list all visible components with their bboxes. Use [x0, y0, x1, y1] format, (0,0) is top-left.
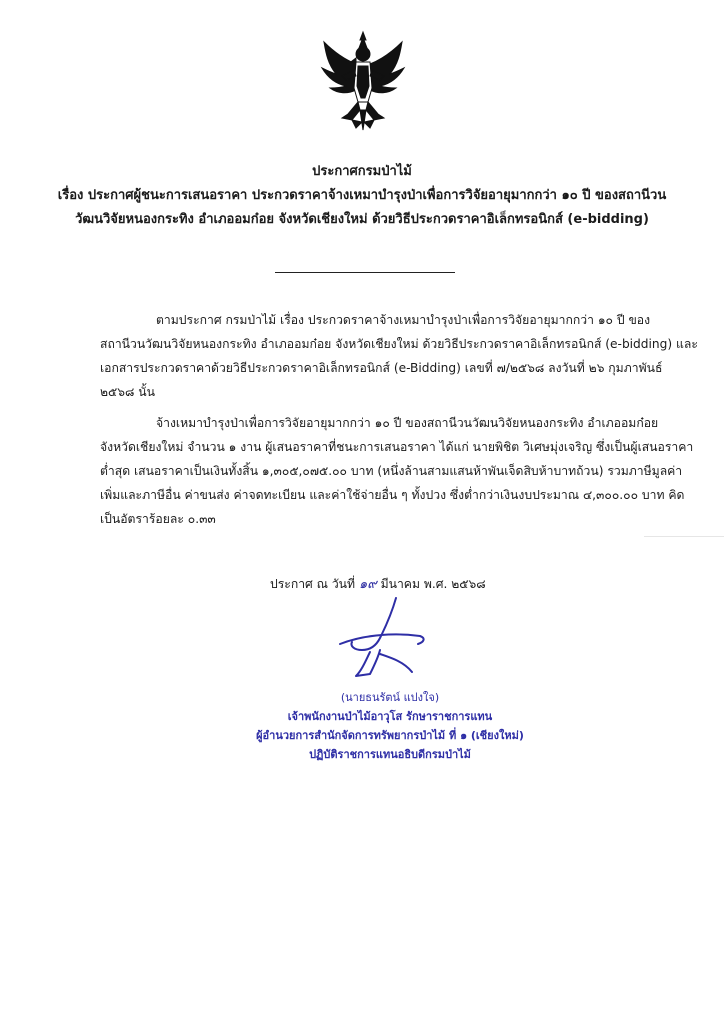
handwritten-day: ๑๙	[358, 577, 377, 592]
announcement-prefix: ประกาศ ณ วันที่	[270, 577, 356, 591]
paragraph-2-line-2: จังหวัดเชียงใหม่ จำนวน ๑ งาน ผู้เสนอราคาที่ชนะการเสนอราคา ได้แก่ นายพิชิต วิเศษมุ่งเจริญ ซึ่งเป็นผู้เสนอราคา	[100, 440, 694, 454]
subject-line-2: วัฒนวิจัยหนองกระทิง อำเภออมก๋อย จังหวัดเชียงใหม่ ด้วยวิธีประกวดราคาอิเล็กทรอนิกส์ (e-bidding)	[75, 212, 649, 227]
announcement-suffix: มีนาคม พ.ศ. ๒๕๖๘	[380, 577, 486, 591]
subject-line-1: เรื่อง ประกาศผู้ชนะการเสนอราคา ประกวดราคาจ้างเหมาบำรุงป่าเพื่อการวิจัยอายุมากกว่า ๑๐ ปี ของสถานีวน	[57, 188, 667, 203]
garuda-emblem-icon	[318, 30, 408, 132]
paragraph-1	[100, 308, 698, 404]
signer-position-2: ผู้อำนวยการสำนักจัดการทรัพยากรป่าไม้ ที่ ๑ (เชียงใหม่)	[256, 729, 524, 742]
signer-position-3: ปฏิบัติราชการแทนอธิบดีกรมป่าไม้	[309, 748, 471, 761]
handwritten-signature-icon	[300, 592, 450, 682]
paragraph-1-line-2: สถานีวนวัฒนวิจัยหนองกระทิง อำเภออมก๋อย จังหวัดเชียงใหม่ ด้วยวิธีประกวดราคาอิเล็กทรอนิกส์ (e-bidding) และ	[100, 337, 698, 351]
title-divider	[275, 272, 455, 273]
signer-name: (นายธนรัตน์ แปงใจ)	[340, 691, 440, 704]
paragraph-1-line-4: ๒๕๖๘ นั้น	[100, 385, 155, 399]
paragraph-1-line-3: เอกสารประกวดราคาด้วยวิธีประกวดราคาอิเล็กทรอนิกส์ (e-Bidding) เลขที่ ๗/๒๕๖๘ ลงวันที่ ๒๖ กุมภาพันธ์	[100, 361, 663, 375]
document-title: ประกาศกรมป่าไม้	[312, 164, 412, 179]
paragraph-2-line-5: เป็นอัตราร้อยละ ๐.๓๓	[100, 512, 216, 526]
paragraph-1-line-1: ตามประกาศ กรมป่าไม้ เรื่อง ประกวดราคาจ้างเหมาบำรุงป่าเพื่อการวิจัยอายุมากกว่า ๑๐ ปี ของ	[156, 313, 651, 327]
paragraph-2-line-3: ต่ำสุด เสนอราคาเป็นเงินทั้งสิ้น ๑,๓๐๕,๐๗๕.๐๐ บาท (หนึ่งล้านสามแสนห้าพันเจ็ดสิบห้าบาทถ้วน) รวมภาษีมูลค่า	[100, 464, 683, 478]
paragraph-2-line-1: จ้างเหมาบำรุงป่าเพื่อการวิจัยอายุมากกว่า ๑๐ ปี ของสถานีวนวัฒนวิจัยหนองกระทิง อำเภออมก๋อย	[156, 416, 659, 430]
signer-position-1: เจ้าพนักงานป่าไม้อาวุโส รักษาราชการแทน	[287, 710, 493, 723]
paragraph-2	[100, 411, 694, 531]
scan-edge-line	[644, 536, 724, 537]
paragraph-2-line-4: เพิ่มและภาษีอื่น ค่าขนส่ง ค่าจดทะเบียน และค่าใช้จ่ายอื่น ๆ ทั้งปวง ซึ่งต่ำกว่าเงินงบประมาณ ๔,๓๐๐.๐๐ บาท คิด	[100, 488, 685, 502]
